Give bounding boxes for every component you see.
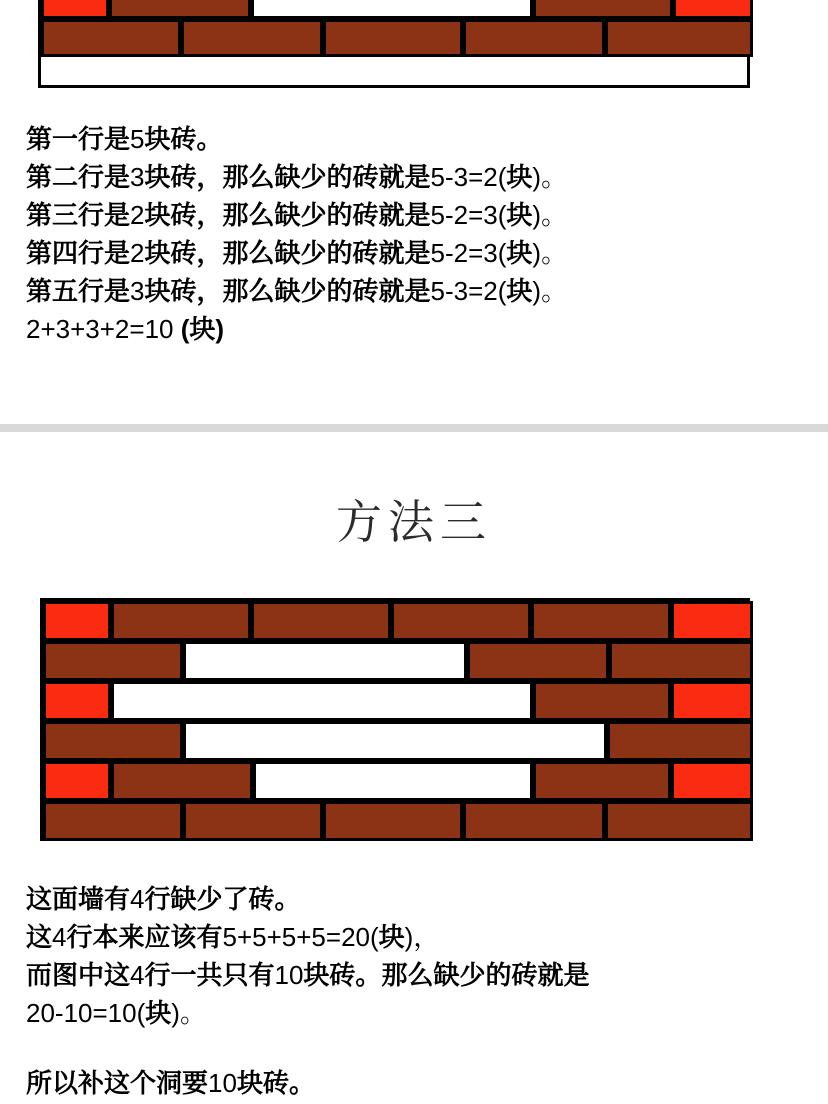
brick (43, 681, 111, 721)
text-run: 块 (506, 200, 533, 230)
brick (323, 801, 463, 841)
text-run: 而图中这 (26, 960, 131, 990)
explanation-text-method-two (26, 120, 567, 348)
text-run: 块砖。 (236, 1068, 315, 1098)
text-run: 第四行是 (26, 238, 131, 268)
text-run: 10 (208, 1068, 237, 1098)
text-run: )， (404, 922, 440, 952)
text-run: 那么缺少的砖就是 (222, 276, 431, 306)
missing-brick-gap (111, 681, 533, 721)
brick (463, 19, 605, 57)
brick (605, 19, 753, 57)
text-run: 第三行是 (26, 200, 131, 230)
text-run: 20-10=10( (26, 998, 146, 1028)
brick (181, 19, 323, 57)
text-line (26, 310, 567, 348)
missing-brick-gap (183, 641, 467, 681)
text-run: 块 (506, 162, 533, 192)
brick (323, 19, 463, 57)
text-run: 那么缺少的砖就是 (381, 960, 590, 990)
text-run: 2 (130, 200, 145, 230)
text-run: 块砖。 (144, 124, 223, 154)
missing-brick-gap (251, 0, 533, 19)
text-run: 2 (130, 238, 145, 268)
text-run: 第五行是 (26, 276, 131, 306)
brick (109, 0, 251, 19)
brick (43, 761, 111, 801)
text-run: 4 (130, 960, 145, 990)
text-run: )。 (171, 998, 206, 1028)
brick (671, 601, 753, 641)
brick (41, 19, 181, 57)
text-run: 行缺少了砖。 (144, 884, 301, 914)
brick (43, 721, 183, 761)
brick (43, 801, 183, 841)
text-run: 块 (378, 922, 405, 952)
brick (533, 0, 673, 19)
text-line (26, 196, 567, 234)
text-run: 行本来应该有 (66, 922, 223, 952)
text-run: 3 (130, 162, 145, 192)
brick (391, 601, 531, 641)
text-run: )。 (532, 200, 568, 230)
brick (607, 721, 753, 761)
text-run: )。 (532, 162, 568, 192)
brick (671, 681, 753, 721)
explanation-text-method-three (26, 880, 589, 1032)
text-line (26, 120, 567, 158)
brick-wall-method-three (40, 598, 750, 841)
brick (41, 0, 109, 19)
text-line (26, 234, 567, 272)
missing-brick-gap (183, 721, 607, 761)
text-run: 块 (506, 276, 533, 306)
text-run: 块砖， (144, 200, 223, 230)
text-run: 5 (130, 124, 145, 154)
text-run: 块 (145, 998, 172, 1028)
brick (671, 761, 753, 801)
text-run: 块 (506, 238, 533, 268)
brick (43, 641, 183, 681)
text-run: 那么缺少的砖就是 (222, 162, 431, 192)
brick (111, 601, 251, 641)
method-three-title: 方法三 (336, 495, 492, 549)
text-run: 那么缺少的砖就是 (222, 238, 431, 268)
brick (467, 641, 609, 681)
brick (531, 601, 671, 641)
text-line (26, 880, 589, 918)
brick (251, 601, 391, 641)
brick (43, 601, 111, 641)
text-run: 5+5+5+5=20( (222, 922, 379, 952)
brick (673, 0, 753, 19)
conclusion-text (26, 1064, 315, 1102)
text-run: 这 (26, 922, 53, 952)
brick-wall-partial (38, 0, 750, 88)
text-run: 所以补这个洞要 (26, 1068, 209, 1098)
text-line (26, 158, 567, 196)
text-run: 块砖， (144, 238, 223, 268)
text-run: 第一行是 (26, 124, 131, 154)
text-line (26, 994, 589, 1032)
text-run: 5-3=2( (430, 276, 507, 306)
text-run: 行一共只有 (144, 960, 275, 990)
text-run: )。 (532, 238, 568, 268)
text-run: )。 (532, 276, 568, 306)
text-run: 这面墙有 (26, 884, 131, 914)
brick (533, 681, 671, 721)
text-line (26, 918, 589, 956)
brick (183, 801, 323, 841)
text-run: 4 (52, 922, 67, 952)
brick (605, 801, 753, 841)
text-run: 第二行是 (26, 162, 131, 192)
text-run: 块砖。 (303, 960, 382, 990)
text-run: 5-2=3( (430, 200, 507, 230)
missing-brick-gap (253, 761, 533, 801)
text-run: 4 (130, 884, 145, 914)
section-divider (0, 424, 828, 432)
text-run: 10 (274, 960, 304, 990)
text-run: 2+3+3+2=10 (26, 314, 181, 344)
text-run: 5-3=2( (430, 162, 507, 192)
text-run: 5-2=3( (430, 238, 507, 268)
text-run: 3 (130, 276, 145, 306)
brick (533, 761, 671, 801)
text-line (26, 956, 589, 994)
brick (463, 801, 605, 841)
text-run: 块砖， (144, 276, 223, 306)
text-line (26, 272, 567, 310)
brick (111, 761, 253, 801)
brick (609, 641, 753, 681)
text-run: (块) (180, 314, 225, 344)
text-run: 块砖， (144, 162, 223, 192)
text-run: 那么缺少的砖就是 (222, 200, 431, 230)
text-line (26, 1064, 315, 1102)
